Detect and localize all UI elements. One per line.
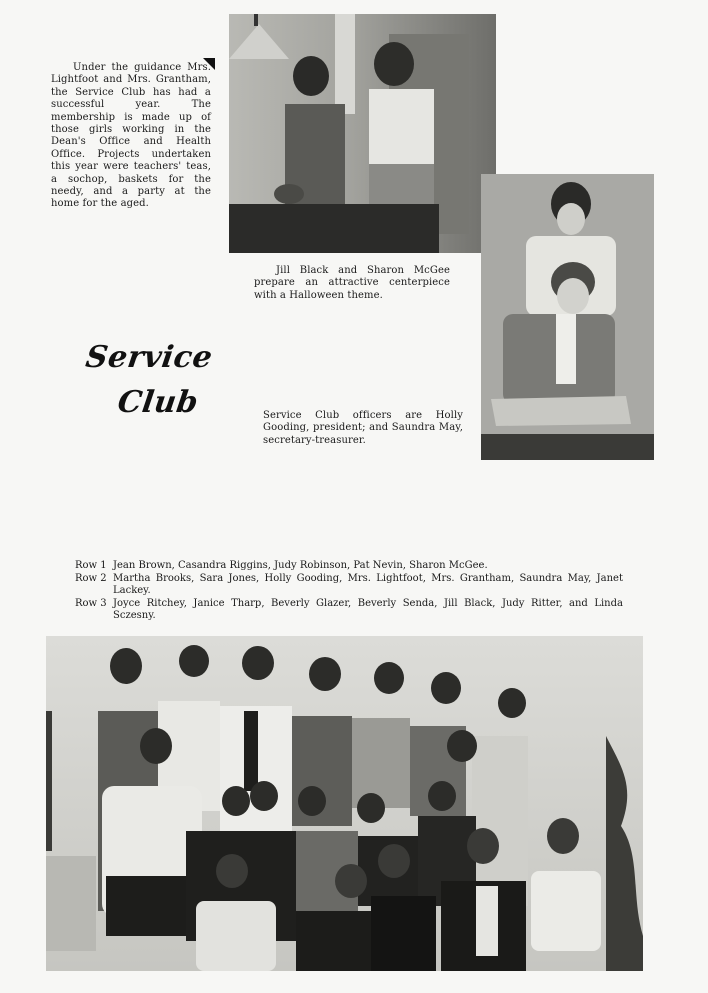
roster-row-label: Row 2 bbox=[75, 572, 107, 584]
roster-row-names: Joyce Ritchey, Janice Tharp, Beverly Glazer, Beverly Senda, Jill Black, Judy Ritter, and Linda Sczesny. bbox=[113, 597, 623, 621]
roster-row-2 bbox=[75, 573, 623, 598]
centerpiece-photo bbox=[229, 14, 496, 253]
officers-photo bbox=[481, 174, 654, 460]
officers-caption: Service Club officers are Holly Gooding, president; and Saundra May, secretary-treasurer. bbox=[263, 410, 463, 446]
roster-row-names: Martha Brooks, Sara Jones, Holly Gooding, Mrs. Lightfoot, Mrs. Grantham, Saundra May, Janet Lackey. bbox=[113, 572, 623, 596]
section-title-line1: Service bbox=[83, 340, 215, 375]
section-title-line2: Club bbox=[115, 385, 201, 420]
roster-row-label: Row 3 bbox=[75, 597, 107, 609]
roster-row-1 bbox=[75, 560, 623, 573]
roster-row-3 bbox=[75, 598, 623, 623]
roster-row-label: Row 1 bbox=[75, 560, 107, 571]
group-photo bbox=[46, 636, 643, 971]
centerpiece-caption: Jill Black and Sharon McGee prepare an attractive centerpiece with a Halloween theme. bbox=[254, 265, 450, 301]
intro-paragraph: Under the guidance Mrs. Lightfoot and Mrs. Grantham, the Service Club has had a successful year. The membership is made up of those girls working in the Dean's Office and Health Office. Projects undertaken this year were teachers' teas, a sochop, baskets for the needy, and a party at the home for the aged. bbox=[51, 62, 211, 210]
roster-row-names: Jean Brown, Casandra Riggins, Judy Robinson, Pat Nevin, Sharon McGee. bbox=[113, 560, 488, 571]
corner-mark-icon bbox=[203, 58, 215, 70]
roster bbox=[75, 560, 623, 623]
